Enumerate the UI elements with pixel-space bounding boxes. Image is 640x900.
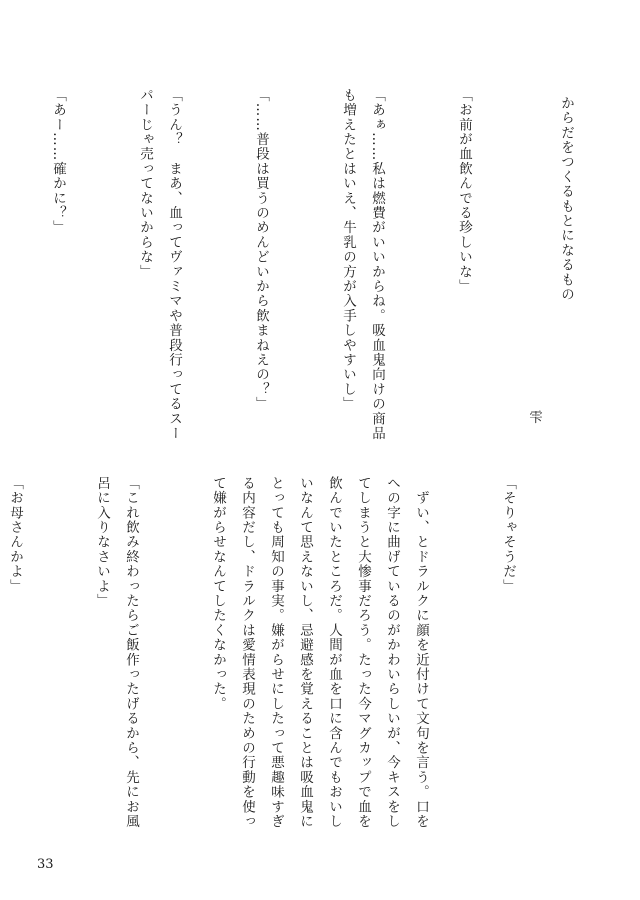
paragraph: 「うん？ まあ、血ってヴァミマや普段行ってるスーパーじゃ売ってないからな」: [137, 88, 182, 441]
upper-text-block: [0, 88, 536, 450]
paragraph: 「あぁ……私は燃費がいいからね。吸血鬼向けの商品も増えたとはいえ、牛乳の方が入手しやすいし」: [340, 88, 385, 441]
paragraph: 「お母さんかよ」: [7, 476, 23, 594]
paragraph: 「お前が血飲んでる珍しいな」: [456, 88, 472, 294]
story-title: からだをつくるもとになるもの: [558, 96, 574, 302]
paragraph: 「これ飲み終わったらご飯作ったげるから、先にお風呂に入りなさいよ」: [94, 476, 139, 829]
paragraph: 「そりゃそうだ」: [500, 476, 516, 594]
page-number: 33: [37, 857, 54, 872]
paragraph: 「……普段は買うのめんどいから飲まねえの？」: [253, 88, 269, 412]
lower-text-block: [0, 476, 580, 838]
paragraph: 「あー……確かに？」: [50, 88, 66, 235]
author-name: 雫: [526, 410, 542, 427]
paragraph: ずい、とドラルクに顔を近付けて文句を言う。口をへの字に曲げているのがかわいらしいが、今キスをしてしまうと大惨事だろう。たった今マグカップで血を飲んでいたところだ。人間が血を口に含んでもおいしいなんて思えないし、忌避感を覚えることは吸血鬼にとっても周知の事実。嫌がらせにしたって悪趣味すぎる内容だし、ドラルクは愛情表現のための行動を使って嫌がらせなんてしたくなかった。: [210, 476, 429, 829]
